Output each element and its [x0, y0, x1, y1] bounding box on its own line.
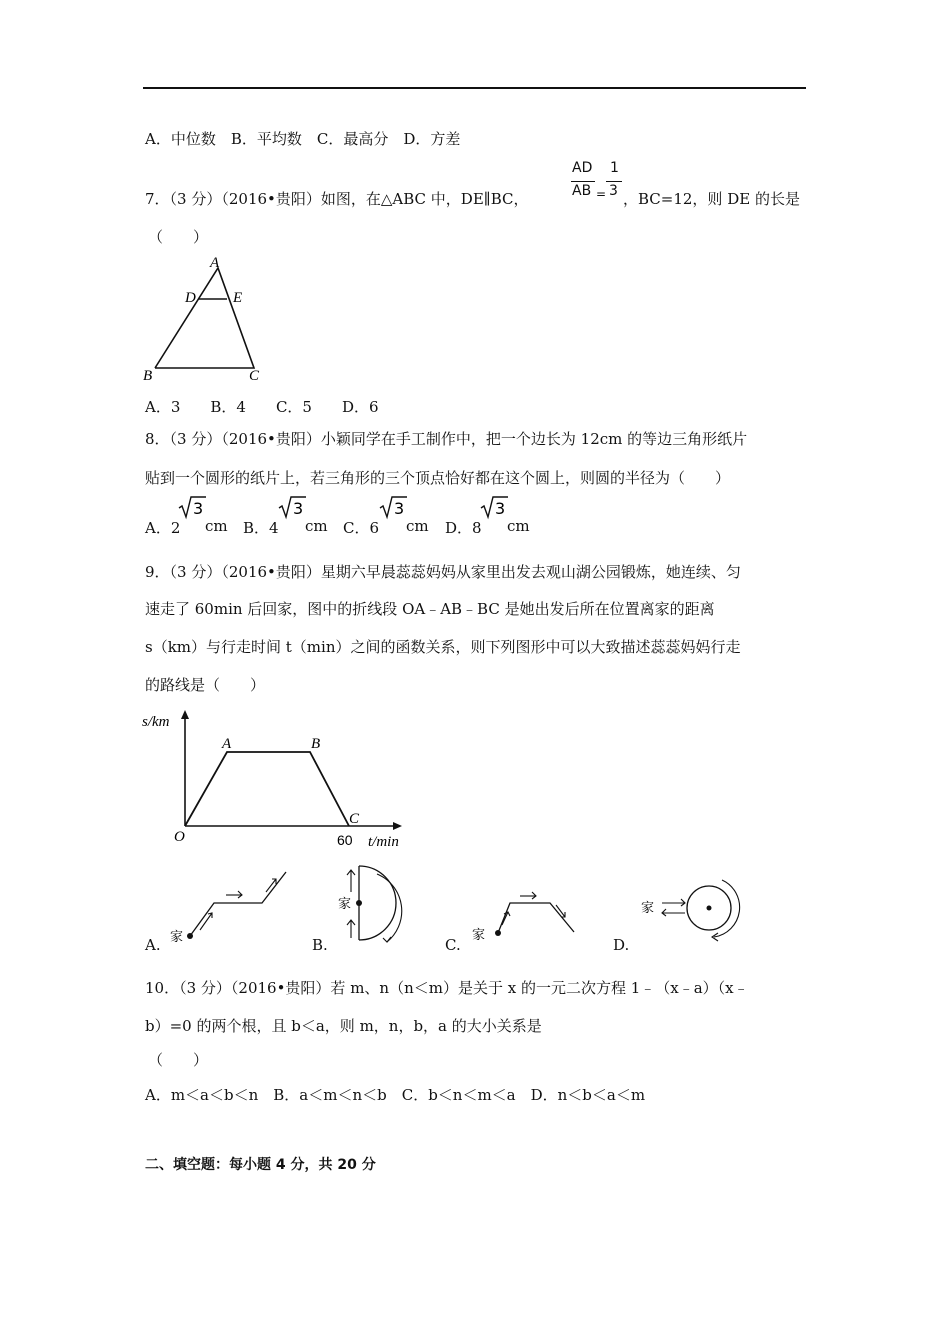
- home-label: 家: [641, 901, 655, 916]
- q7-answer-paren: （ ）: [148, 228, 209, 246]
- svg-text:3: 3: [193, 499, 204, 518]
- q8-sqrt-c-icon: [379, 495, 409, 519]
- q10-options: A．m＜a＜b＜n B．a＜m＜n＜b C．b＜n＜m＜a D．n＜b＜a＜m: [145, 1086, 646, 1104]
- home-label: 家: [472, 928, 486, 943]
- label-B: B: [143, 368, 153, 384]
- q9-line3: s（km）与行走时间 t（min）之间的函数关系，则下列图形中可以大致描述蕊蕊妈妈行走: [145, 638, 741, 656]
- y-axis-label: s/km: [142, 714, 170, 730]
- q7-options: A．3 B．4 C．5 D．6: [145, 398, 379, 416]
- q8-option-d: D．8: [445, 519, 482, 537]
- q8-option-c: C．6: [343, 519, 380, 537]
- q9-line2: 速走了 60min 后回家，图中的折线段 OA﹣AB﹣BC 是她出发后所在位置离家的距离: [145, 600, 715, 618]
- q9-option-d: D.: [613, 936, 630, 954]
- q7-text-prefix: 7．（3 分）（2016•贵阳）如图，在△ABC 中，DE∥BC，: [145, 190, 529, 208]
- q9-line1: 9．（3 分）（2016•贵阳）星期六早晨蕊蕊妈妈从家里出发去观山湖公园锻炼，她连续、匀: [145, 563, 741, 581]
- q8-option-b: B．4: [243, 519, 279, 537]
- q7-frac2-denominator: 3: [609, 183, 618, 199]
- q7-frac1-numerator: AD: [572, 160, 593, 176]
- q9-line4: 的路线是（ ）: [145, 676, 266, 694]
- y-axis-arrow-icon: [181, 710, 189, 719]
- q9-function-graph: [140, 705, 410, 850]
- label-D: D: [185, 290, 196, 306]
- q7-frac2-bar: [606, 181, 622, 182]
- q8-line1: 8．（3 分）（2016•贵阳）小颖同学在手工制作中，把一个边长为 12cm 的等边三角形纸片: [145, 430, 748, 448]
- label-C: C: [249, 368, 260, 384]
- header-rule: [143, 87, 806, 89]
- q7-triangle-figure: [140, 255, 270, 385]
- triangle-abc: [155, 268, 254, 368]
- label-A: A: [210, 255, 220, 271]
- svg-text:3: 3: [293, 499, 304, 518]
- q8-sqrt-b-icon: [278, 495, 308, 519]
- q8-option-a: A．2: [145, 519, 181, 537]
- svg-text:3: 3: [495, 499, 506, 518]
- q8-unit-a: cm: [205, 517, 228, 535]
- label-E: E: [233, 290, 243, 306]
- home-label: 家: [170, 930, 184, 945]
- q7-equals: =: [596, 187, 607, 201]
- q7-frac2-numerator: 1: [610, 160, 619, 176]
- q9-option-c-figure: [470, 862, 580, 947]
- label-B: B: [311, 736, 321, 752]
- label-C: C: [349, 811, 360, 827]
- section-2-heading: 二、填空题：每小题 4 分，共 20 分: [145, 1157, 376, 1173]
- q8-sqrt-d-icon: [480, 495, 510, 519]
- svg-text:3: 3: [394, 499, 405, 518]
- home-dot-icon: [707, 906, 712, 911]
- home-label: 家: [338, 897, 352, 912]
- tick-60: 60: [337, 832, 353, 848]
- q7-text-suffix: ，BC=12，则 DE 的长是: [623, 190, 800, 208]
- q8-unit-d: cm: [507, 517, 530, 535]
- q9-option-c: C.: [445, 936, 461, 954]
- x-axis-label: t/min: [368, 834, 399, 850]
- q10-answer-paren: （ ）: [148, 1051, 209, 1069]
- q9-option-b: B.: [312, 936, 328, 954]
- label-O: O: [174, 829, 185, 845]
- q8-sqrt-a-icon: [178, 495, 208, 519]
- label-A: A: [222, 736, 232, 752]
- q8-line2: 贴到一个圆形的纸片上，若三角形的三个顶点恰好都在这个圆上，则圆的半径为（ ）: [145, 469, 731, 487]
- polyline-oabc: [185, 752, 349, 826]
- q7-frac1-denominator: AB: [572, 183, 592, 199]
- q9-option-d-figure: [640, 875, 750, 950]
- q9-option-a-figure: [168, 862, 293, 947]
- q9-option-a: A.: [145, 936, 161, 954]
- x-axis-arrow-icon: [393, 822, 402, 830]
- q8-unit-c: cm: [406, 517, 429, 535]
- q9-option-b-figure: [335, 862, 415, 947]
- q7-frac1-bar: [571, 181, 595, 182]
- q10-line2: b）=0 的两个根，且 b＜a，则 m，n，b，a 的大小关系是: [145, 1017, 542, 1035]
- home-dot-icon: [356, 900, 362, 906]
- q10-line1: 10．（3 分）（2016•贵阳）若 m、n（n＜m）是关于 x 的一元二次方程 1﹣（x﹣a）（x﹣: [145, 979, 749, 997]
- q8-unit-b: cm: [305, 517, 328, 535]
- q6-options: A．中位数 B．平均数 C．最高分 D．方差: [145, 130, 461, 148]
